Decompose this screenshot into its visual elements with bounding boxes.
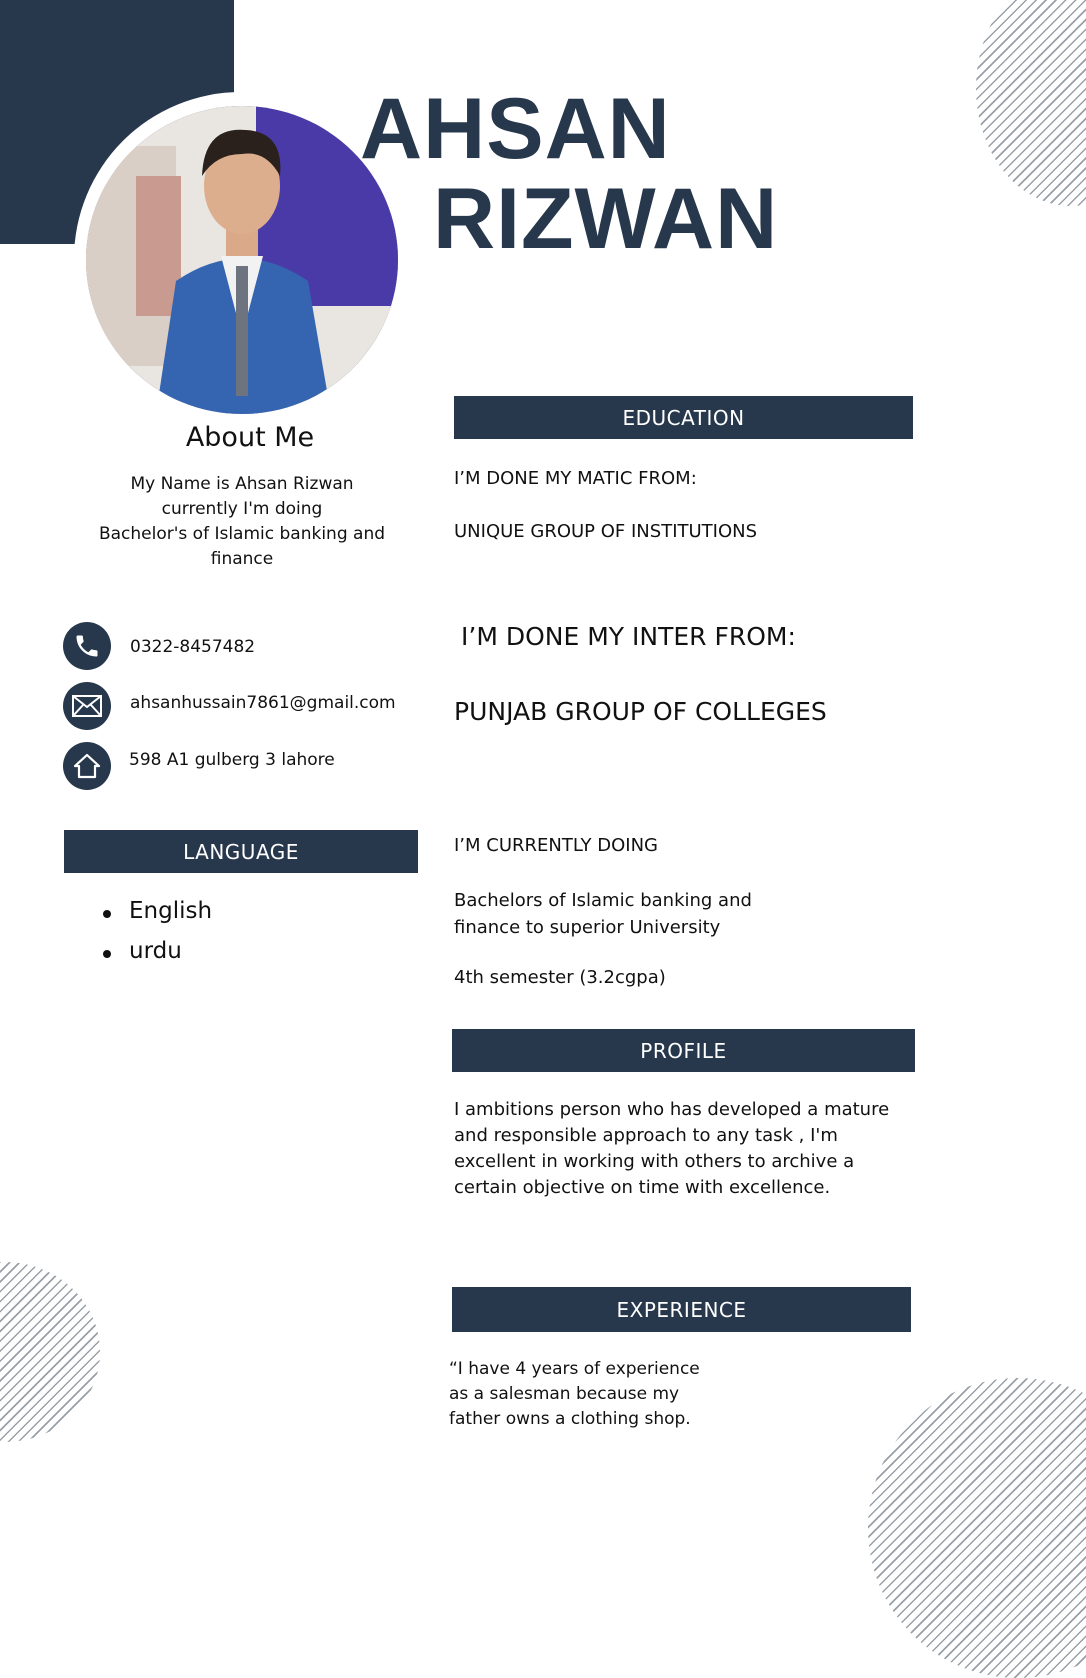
decor-hatch-top-right [976,0,1086,206]
semester: 4th semester (3.2cgpa) [454,967,666,988]
contact-email: ahsanhussain7861@gmail.com [130,693,396,713]
language-list [103,898,212,978]
profile-line: certain objective on time with excellence. [454,1177,831,1198]
experience-line: “I have 4 years of experience [449,1359,700,1379]
inter-school: PUNJAB GROUP OF COLLEGES [454,697,827,726]
first-name: AHSAN [360,81,671,177]
language-item: English [103,898,212,924]
current-label: I’M CURRENTLY DOING [454,835,658,856]
home-icon [63,742,111,790]
experience-header: EXPERIENCE [452,1287,911,1332]
profile-photo [86,106,398,414]
about-line: currently I'm doing [161,499,323,519]
contact-address: 598 A1 gulberg 3 lahore [129,750,335,770]
language-header: LANGUAGE [64,830,418,873]
education-header: EDUCATION [454,396,913,439]
matric-label: I’M DONE MY MATIC FROM: [454,468,697,489]
experience-line: as a salesman because my [449,1384,680,1404]
contact-phone: 0322-8457482 [130,637,256,657]
about-line: Bachelor's of Islamic banking and [98,524,386,544]
profile-line: excellent in working with others to archive a [454,1151,855,1172]
profile-photo-illustration [86,106,398,414]
decor-hatch-bottom-right [868,1378,1086,1678]
current-degree [454,887,752,941]
profile-line: I ambitions person who has developed a mature [454,1099,890,1120]
decor-hatch-left [0,1262,100,1442]
current-degree-line: Bachelors of Islamic banking and [454,890,752,911]
about-line: My Name is Ahsan Rizwan [130,474,354,494]
experience-text [449,1357,700,1432]
matric-school: UNIQUE GROUP OF INSTITUTIONS [454,521,758,542]
current-degree-line: finance to superior University [454,917,721,938]
about-title: About Me [185,422,315,453]
envelope-icon [63,682,111,730]
last-name: RIZWAN [433,171,779,267]
about-text [82,472,402,572]
profile-text [454,1097,889,1201]
about-line: finance [210,549,274,569]
profile-header: PROFILE [452,1029,915,1072]
experience-line: father owns a clothing shop. [449,1409,691,1429]
phone-icon [63,622,111,670]
profile-line: and responsible approach to any task , I'm [454,1125,838,1146]
inter-label: I’M DONE MY INTER FROM: [461,622,796,651]
language-item: urdu [103,938,212,964]
